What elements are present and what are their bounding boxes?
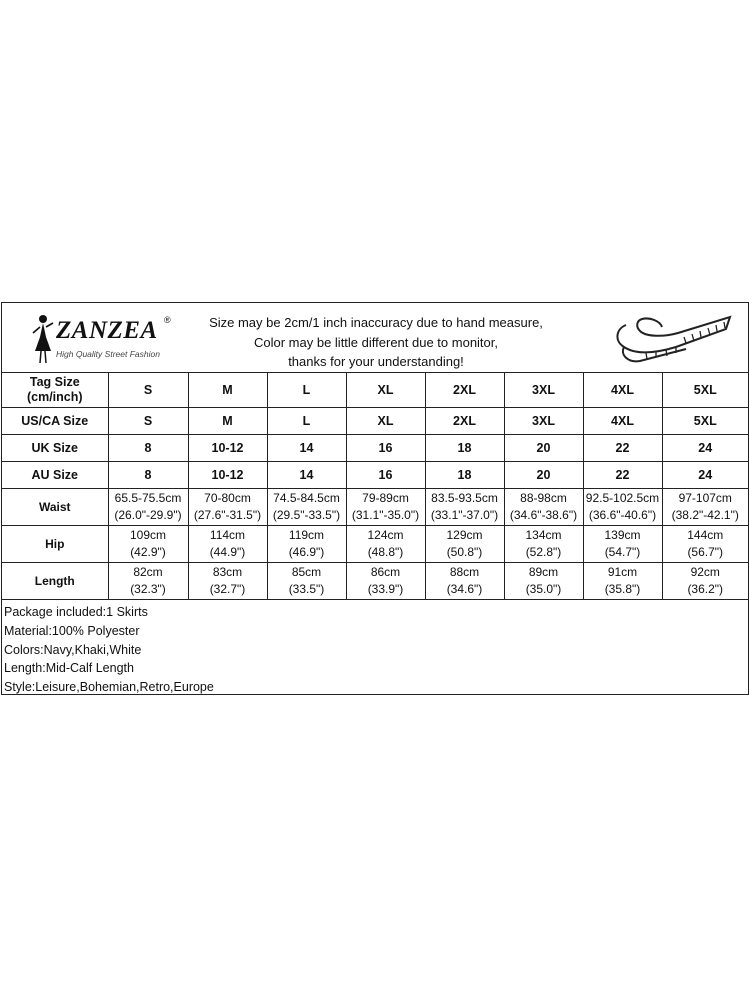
table-cell: M [188,408,267,435]
table-cell [425,526,504,563]
brand-tagline: High Quality Street Fashion [56,349,160,359]
table-cell: 2XL [425,408,504,435]
table-cell: 24 [662,462,748,489]
inch-value: (35.8") [604,582,641,596]
table-cell: 8 [108,435,188,462]
cm-value: 85cm [291,565,322,579]
table-cell [504,489,583,526]
cm-value: 83cm [212,565,243,579]
table-cell [267,563,346,600]
cm-value: 88cm [449,565,480,579]
table-cell [108,489,188,526]
table-cell: L [267,373,346,408]
inch-value: (33.5") [288,582,325,596]
brand-logo [30,313,190,365]
row-header: AU Size [2,462,108,489]
cm-value: 92.5-102.5cm [585,491,660,505]
table-cell [188,563,267,600]
table-cell [108,563,188,600]
table-cell: 5XL [662,373,748,408]
inch-value: (36.2") [687,582,724,596]
inch-value: (26.0"-29.9") [114,508,182,522]
cm-value: 88-98cm [520,491,567,505]
table-cell: 8 [108,462,188,489]
table-cell: 16 [346,462,425,489]
inch-value: (33.1"-37.0") [430,508,499,522]
table-row-us-ca [2,408,748,435]
inch-value: (27.6"-31.5") [193,508,262,522]
inch-value: (32.3") [130,582,166,596]
table-cell: XL [346,373,425,408]
table-cell: 2XL [425,373,504,408]
cm-value: 92cm [690,565,720,579]
table-cell [346,526,425,563]
table-cell [583,526,662,563]
cm-value: 129cm [446,528,483,542]
inch-value: (34.6"-38.6") [509,508,578,522]
table-row-au [2,462,748,489]
inch-value: (34.6") [446,582,483,596]
registered-mark: ® [164,315,171,325]
table-cell: S [108,408,188,435]
cm-value: 86cm [370,565,401,579]
inch-value: (44.9") [209,545,246,559]
table-cell: 20 [504,435,583,462]
table-row-hip [2,526,748,563]
table-cell [662,563,748,600]
table-cell: 10-12 [188,462,267,489]
table-cell: S [108,373,188,408]
table-cell [188,489,267,526]
table-cell: 14 [267,435,346,462]
cm-value: 134cm [525,528,562,542]
cm-value: 109cm [129,528,167,542]
table-cell [346,489,425,526]
table-cell [504,526,583,563]
cm-value: 114cm [209,528,246,542]
cm-value: 139cm [604,528,641,542]
table-row-length [2,563,748,600]
table-cell: 4XL [583,373,662,408]
product-info [2,603,750,697]
cm-value: 83.5-93.5cm [431,491,498,505]
inch-value: (56.7") [687,545,724,559]
row-header: Hip [2,526,108,563]
row-header: US/CA Size [2,408,108,435]
inch-value: (54.7") [604,545,641,559]
cm-value: 79-89cm [362,491,409,505]
table-cell: L [267,408,346,435]
table-cell: 5XL [662,408,748,435]
table-cell [583,563,662,600]
inch-value: (33.9") [367,582,404,596]
table-cell: 16 [346,435,425,462]
inch-value: (36.6"-40.6") [588,508,657,522]
inch-value: (35.0") [525,582,562,596]
cm-value: 144cm [687,528,724,542]
table-cell: 4XL [583,408,662,435]
cm-value: 119cm [288,528,325,542]
inch-value: (46.9") [288,545,325,559]
cm-value: 70-80cm [204,491,251,505]
table-cell [108,526,188,563]
table-cell: 3XL [504,408,583,435]
row-header: UK Size [2,435,108,462]
table-cell [425,563,504,600]
cm-value: 65.5-75.5cm [114,491,182,505]
row-header: Waist [2,489,108,526]
cm-value: 124cm [367,528,404,542]
row-header [2,373,108,408]
measurement-notice [192,313,560,372]
table-cell [188,526,267,563]
inch-value: (52.8") [525,545,562,559]
info-line: Style:Leisure,Bohemian,Retro,Europe [4,680,214,695]
table-cell: 20 [504,462,583,489]
cm-value: 89cm [528,565,559,579]
table-cell [425,489,504,526]
table-cell: 22 [583,435,662,462]
info-line: Length:Mid-Calf Length [4,661,134,676]
table-cell [346,563,425,600]
table-cell: 18 [425,462,504,489]
measuring-tape-icon [606,307,732,367]
table-cell: 24 [662,435,748,462]
table-cell [583,489,662,526]
table-cell: XL [346,408,425,435]
table-cell [267,489,346,526]
size-chart [1,302,749,695]
cm-value: 74.5-84.5cm [273,491,340,505]
notice-line: Color may be little different due to monitor, [254,334,498,350]
table-cell [267,526,346,563]
info-line: Package included:1 Skirts [4,605,148,619]
cm-value: 91cm [607,565,638,579]
table-cell [662,526,748,563]
table-cell: 18 [425,435,504,462]
chart-header [2,303,748,373]
brand-name: ZANZEA [56,317,158,344]
inch-value: (50.8") [446,545,483,559]
inch-value: (31.1"-35.0") [351,508,420,522]
tag-size-unit-label: (cm/inch) [26,390,83,404]
table-cell [662,489,748,526]
info-line: Material:100% Polyester [4,623,140,638]
table-row-waist [2,489,748,526]
table-row-tag-size [2,373,748,408]
table-cell: M [188,373,267,408]
info-line: Colors:Navy,Khaki,White [4,642,142,657]
inch-value: (48.8") [367,545,404,559]
notice-line: Size may be 2cm/1 inch inaccuracy due to hand measure, [209,315,543,330]
notice-line: thanks for your understanding! [288,354,464,369]
table-cell: 3XL [504,373,583,408]
inch-value: (29.5"-33.5") [272,508,341,522]
table-row-uk [2,435,748,462]
table-cell [504,563,583,600]
size-table [2,372,748,600]
table-cell: 10-12 [188,435,267,462]
tag-size-label: Tag Size [29,375,80,389]
cm-value: 82cm [133,565,163,579]
inch-value: (32.7") [209,582,246,596]
row-header: Length [2,563,108,600]
table-cell: 22 [583,462,662,489]
inch-value: (42.9") [130,545,166,559]
inch-value: (38.2"-42.1") [671,508,739,522]
table-cell: 14 [267,462,346,489]
cm-value: 97-107cm [678,491,732,505]
fashion-woman-silhouette-icon [30,313,56,365]
